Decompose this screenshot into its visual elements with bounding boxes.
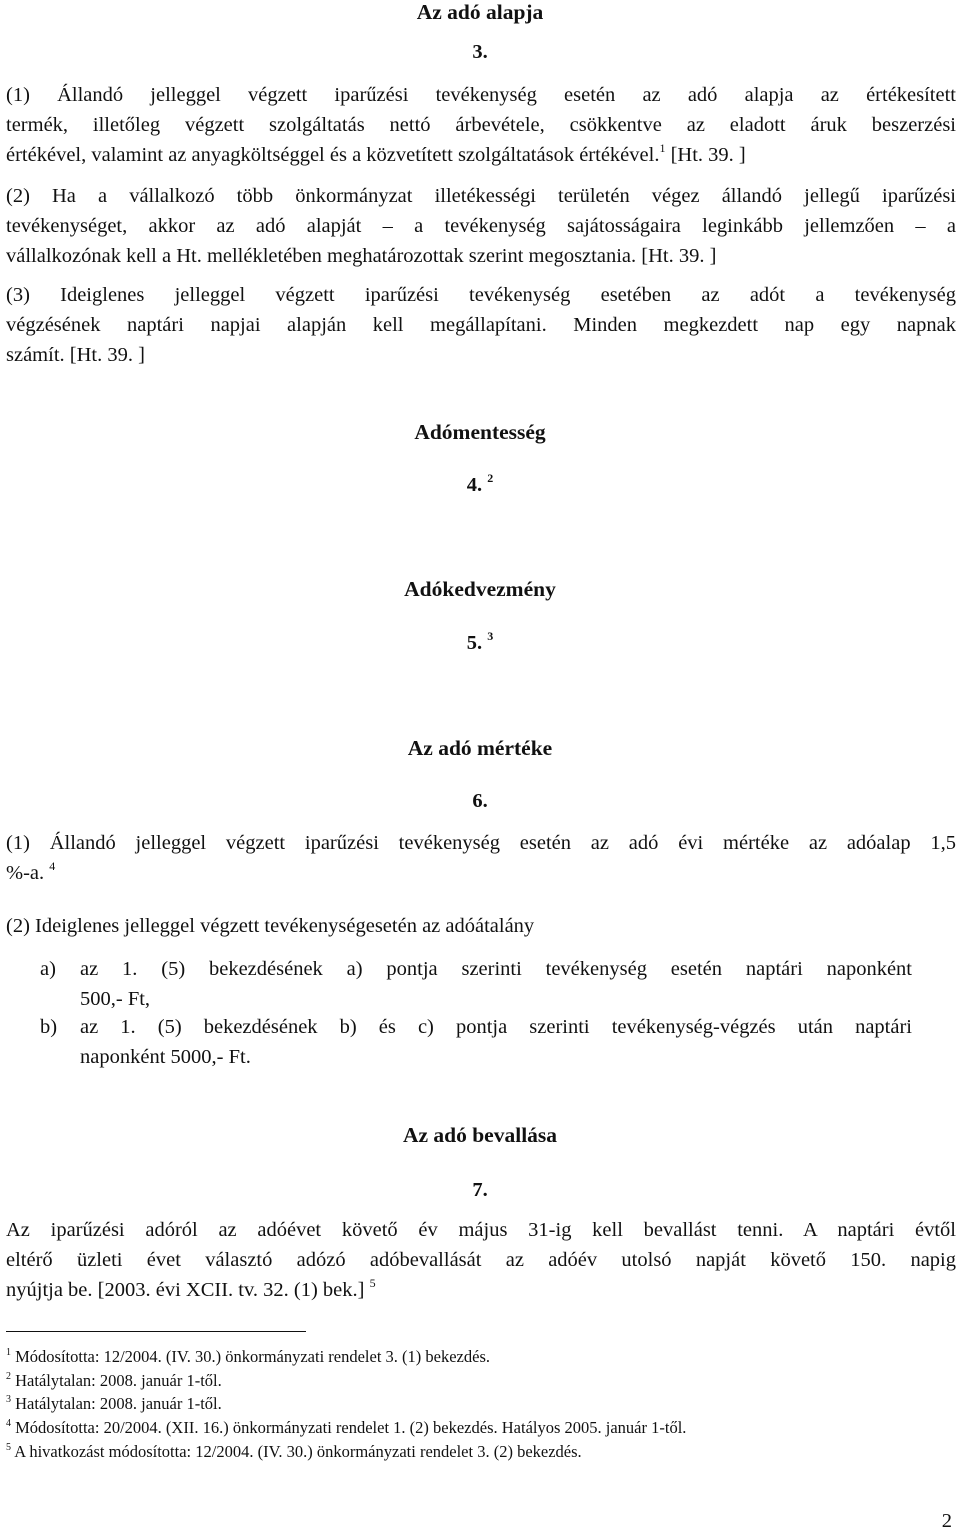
footnote-ref[interactable]: 4	[49, 859, 56, 873]
section-number: 3.	[472, 41, 488, 63]
paragraph-line: vállalkozónak kell a Ht. mellékletében meghatározottak szerint megosztania. [Ht. 39. ]	[6, 245, 717, 267]
list-item-text: az 1. (5) bekezdésének a) pontja szerinti tevékenység esetén naptári naponként	[80, 958, 912, 980]
section-heading: Az adó alapja	[416, 0, 544, 24]
footnote-number: 4	[6, 1418, 11, 1429]
footnote-text: Hatálytalan: 2008. január 1-től.	[15, 1394, 222, 1413]
footnote	[6, 1370, 222, 1395]
paragraph-line: (2) Ha a vállalkozó több önkormányzat illetékességi területén végez állandó jellegű iparűzési	[6, 185, 956, 207]
footnote	[6, 1417, 686, 1442]
section-heading: Az adó bevallása	[402, 1123, 558, 1147]
paragraph-line: számít. [Ht. 39. ]	[6, 344, 145, 366]
paragraph-line: tevékenységet, akkor az adó alapját – a tevékenység sajátosságaira leginkább jellemzően – a	[6, 215, 956, 237]
section-number: 6.	[472, 790, 488, 812]
section-number-text: 5.	[466, 632, 488, 654]
footnote-text: Hatálytalan: 2008. január 1-től.	[15, 1371, 222, 1390]
list-item-label: b)	[40, 1016, 58, 1038]
paragraph-line: Az iparűzési adóról az adóévet követő év május 31-ig kell bevallást tenni. A naptári évtől	[6, 1219, 956, 1241]
paragraph-line-last	[6, 140, 956, 172]
footnote	[6, 1346, 490, 1371]
section-heading: Adómentesség	[414, 420, 546, 444]
footnote-number: 5	[6, 1442, 11, 1453]
paragraph-line: (1) Állandó jelleggel végzett iparűzési tevékenység esetén az adó évi mértéke az adóalap 1,5	[6, 832, 956, 854]
paragraph-text: értékével, valamint az anyagköltséggel és a közvetített szolgáltatások értékével.	[6, 144, 660, 166]
paragraph-line-last	[6, 858, 956, 890]
footnote-number: 2	[6, 1371, 11, 1382]
list-item-text: 500,- Ft,	[80, 988, 151, 1010]
paragraph-line: termék, illetőleg végzett szolgáltatás nettó árbevétele, csökkentve az eladott áruk beszerzési	[6, 114, 956, 136]
section-number	[0, 470, 960, 502]
footnote-number: 1	[6, 1347, 11, 1358]
paragraph-line: (1) Állandó jelleggel végzett iparűzési tevékenység esetén az adó alapja az értékesített	[6, 84, 956, 106]
reference-text: [Ht. 39. ]	[670, 144, 746, 166]
footnote-text: A hivatkozást módosította: 12/2004. (IV. 30.) önkormányzati rendelet 3. (2) bekezdés.	[14, 1442, 582, 1461]
list-item-text: az 1. (5) bekezdésének b) és c) pontja szerinti tevékenység-végzés után naptári	[80, 1016, 912, 1038]
footnote-text: Módosította: 12/2004. (IV. 30.) önkormányzati rendelet 3. (1) bekezdés.	[15, 1347, 490, 1366]
footnote-ref[interactable]: 2	[487, 471, 494, 485]
footnote-text: Módosította: 20/2004. (XII. 16.) önkormányzati rendelet 1. (2) bekezdés. Hatályos 2005. január 1-től.	[15, 1418, 687, 1437]
footnote	[6, 1441, 582, 1466]
list-item-label: a)	[40, 958, 56, 980]
paragraph-line: (3) Ideiglenes jelleggel végzett iparűzési tevékenység esetében az adót a tevékenység	[6, 284, 956, 306]
paragraph-line: végzésének naptári napjai alapján kell megállapítani. Minden megkezdett nap egy napnak	[6, 314, 956, 336]
footnote-ref[interactable]: 5	[369, 1276, 376, 1290]
page-number: 2	[941, 1510, 952, 1532]
footnote-ref[interactable]: 3	[487, 629, 494, 643]
section-heading: Az adó mértéke	[407, 736, 553, 760]
section-heading: Adókedvezmény	[404, 577, 556, 601]
footnote-ref[interactable]: 1	[659, 141, 666, 155]
paragraph-text: %-a.	[6, 862, 45, 884]
paragraph-line-last	[6, 1275, 956, 1307]
section-number	[0, 628, 960, 660]
section-number: 7.	[472, 1179, 488, 1201]
footnote-number: 3	[6, 1394, 11, 1405]
paragraph-line: eltérő üzleti évet választó adózó adóbevallását az adóév utolsó napját követő 150. napig	[6, 1249, 956, 1271]
section-number-text: 4.	[466, 474, 488, 496]
footnote-separator	[6, 1331, 306, 1332]
list-item-text: naponként 5000,- Ft.	[80, 1046, 251, 1068]
paragraph-text: nyújtja be. [2003. évi XCII. tv. 32. (1) bek.]	[6, 1279, 365, 1301]
footnote	[6, 1393, 222, 1418]
paragraph-line: (2) Ideiglenes jelleggel végzett tevékenységesetén az adóátalány	[6, 915, 535, 937]
